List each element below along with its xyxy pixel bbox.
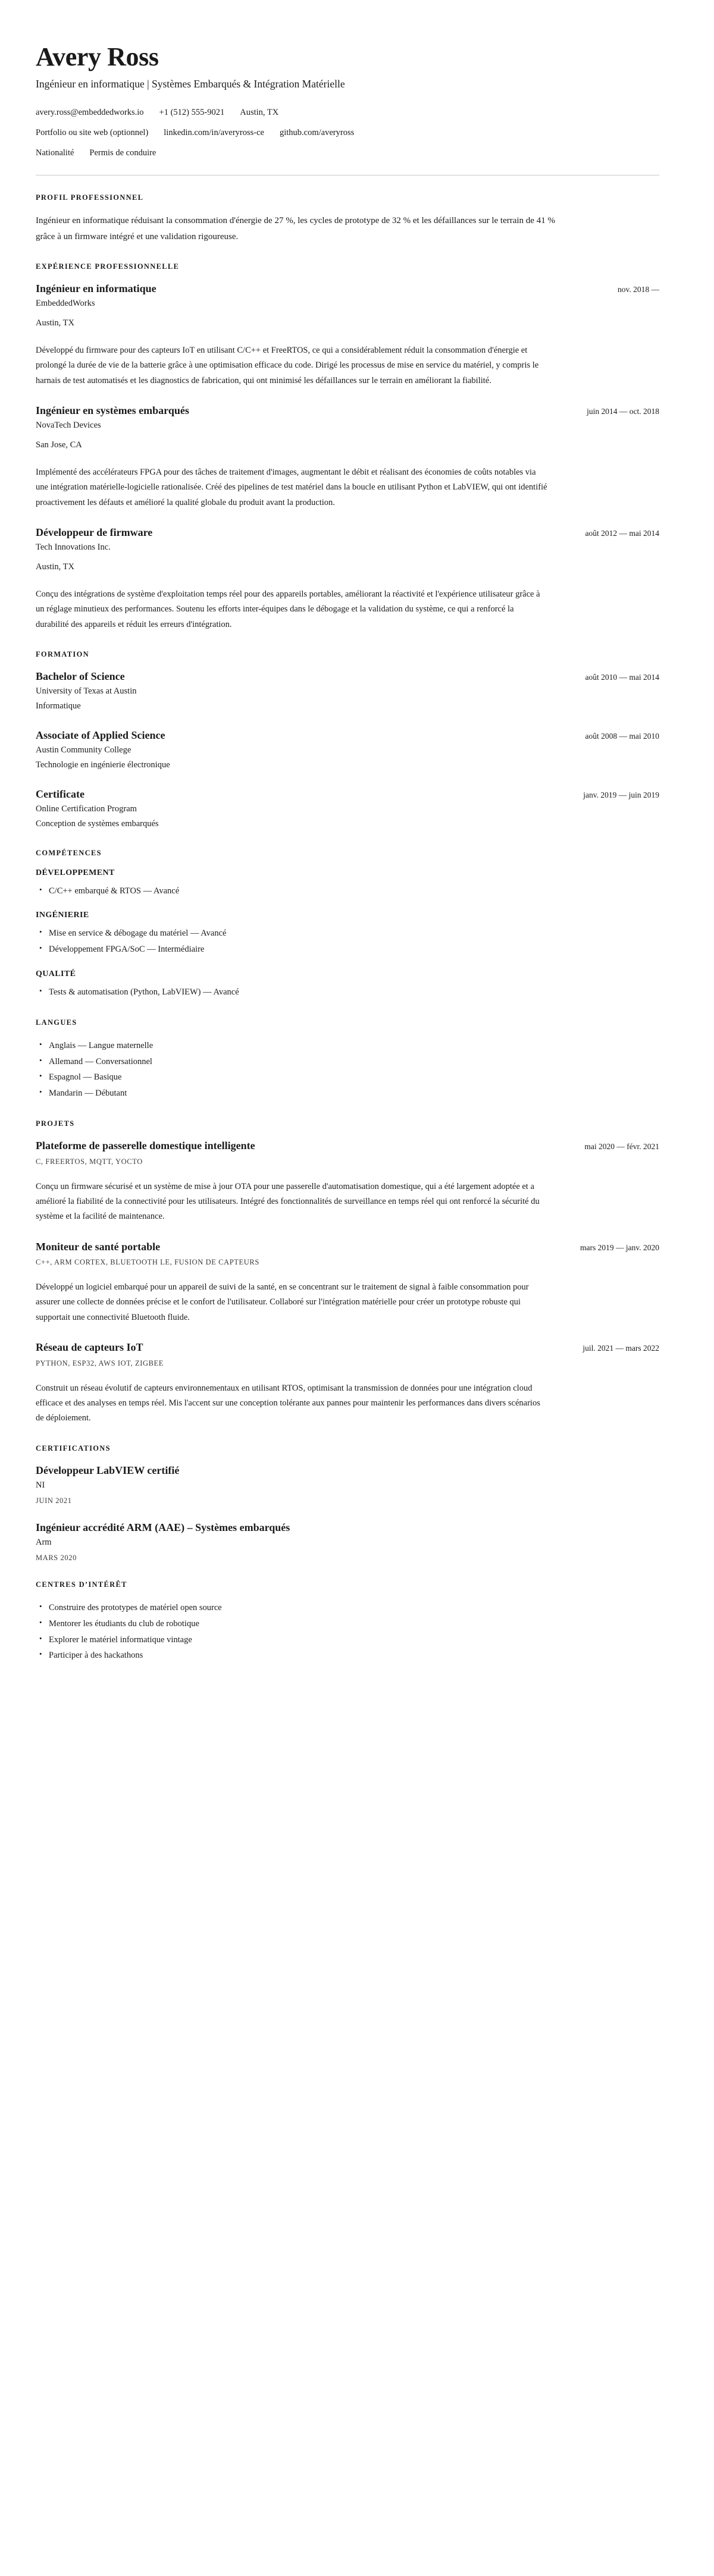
certification-issuer: Arm [36,1538,52,1548]
education-entry [36,787,659,831]
skill-item: • C/C++ embarqué & RTOS — Avancé [49,883,659,899]
section-title-projects: PROJETS [36,1119,75,1128]
skill-item: • Développement FPGA/SoC — Intermédiaire [49,942,659,958]
education-school: Austin Community College [36,745,131,755]
experience-entry-head [36,404,659,418]
education-entry [36,670,659,713]
experience-location: Austin, TX [36,318,74,328]
section-projects [36,1119,659,1426]
skill-list [36,925,659,958]
certification-date: MARS 2020 [36,1553,77,1562]
certification-entry [36,1464,659,1505]
section-title-skills: COMPÉTENCES [36,848,102,857]
experience-entry-head [36,282,659,296]
education-field: Technologie en ingénierie électronique [36,760,170,770]
contact-email[interactable]: avery.ross@embeddedworks.io [36,108,144,118]
experience-role: Ingénieur en systèmes embarqués [36,404,189,416]
skill-group-quality [36,969,659,1000]
interest-item: • Participer à des hackathons [49,1648,659,1664]
project-name: Plateforme de passerelle domestique intelligente [36,1140,255,1152]
project-tech-stack: C, FREERTOS, MQTT, YOCTO [36,1157,143,1166]
experience-date: juin 2014 — oct. 2018 [587,406,659,416]
experience-entry [36,404,659,510]
experience-description: Développé du firmware pour des capteurs IoT en utilisant C/C++ et FreeRTOS, ce qui a considérablement réduit la consommation d'énergie et prolongé la durée de vie de la batterie grâce à une optimisation efficace du code. Dirigé les processus de mise en service du matériel, y compris le harnais de test automatisés et les diagnostics de fabrication, qui ont minimisé les défaillances sur le terrain en améliorant la fiabilité. [36,345,539,385]
interest-list [36,1600,659,1664]
section-title-education: FORMATION [36,650,89,658]
contact-row-extra [36,147,659,160]
experience-role: Ingénieur en informatique [36,282,156,294]
project-entry [36,1139,659,1225]
interest-item: • Mentorer les étudiants du club de robotique [49,1616,659,1632]
education-date: août 2008 — mai 2010 [585,731,659,741]
experience-location: Austin, TX [36,562,74,572]
project-date: juil. 2021 — mars 2022 [583,1344,659,1353]
education-field: Informatique [36,701,81,711]
project-description: Conçu un firmware sécurisé et un système de mise à jour OTA pour une passerelle d'automatisation domestique, qui a été largement adoptée et a amélioré la fiabilité de la connectivité pour les utilisateurs. Intégré des fonctionnalités de surveillance en temps réel qui ont renforcé la sécurité du système et la facilité de maintenance. [36,1181,540,1222]
certification-name: Ingénieur accrédité ARM (AAE) – Systèmes embarqués [36,1521,290,1533]
education-entry-head [36,787,659,801]
experience-company: NovaTech Devices [36,421,101,431]
section-experience [36,262,659,632]
contact-location: Austin, TX [240,108,279,118]
profile-summary-text: Ingénieur en informatique réduisant la consommation d'énergie de 27 %, les cycles de prototype de 32 % et les défaillances sur le terrain de 41 % grâce à un firmware intégré et une validation rigoureuse. [36,216,555,241]
contact-linkedin[interactable]: linkedin.com/in/averyross-ce [164,127,264,137]
experience-entry [36,282,659,388]
contact-phone[interactable]: +1 (512) 555-9021 [159,108,225,118]
skill-group-name: DÉVELOPPEMENT [36,868,115,877]
skill-group-engineering [36,911,659,958]
experience-date: août 2012 — mai 2014 [585,528,659,538]
language-item: • Mandarin — Débutant [49,1085,659,1102]
certification-entry [36,1521,659,1562]
project-date: mai 2020 — févr. 2021 [584,1142,659,1151]
project-entry [36,1341,659,1426]
experience-entry-head [36,526,659,539]
skill-list [36,883,659,899]
education-degree: Associate of Applied Science [36,729,165,741]
project-name: Réseau de capteurs IoT [36,1341,143,1354]
skill-group-development [36,868,659,899]
skill-list [36,984,659,1000]
project-entry [36,1240,659,1326]
project-tech-stack: PYTHON, ESP32, AWS IOT, ZIGBEE [36,1358,164,1367]
language-item: • Anglais — Langue maternelle [49,1038,659,1054]
education-date: janv. 2019 — juin 2019 [583,790,659,799]
project-entry-head [36,1341,659,1354]
section-profile [36,193,659,244]
education-school: Online Certification Program [36,804,137,814]
contact-driving-licence: Permis de conduire [89,148,156,158]
contact-portfolio[interactable]: Portfolio ou site web (optionnel) [36,127,149,137]
contact-row-links [36,127,659,140]
section-title-interests: CENTRES D’INTÉRÊT [36,1580,127,1589]
education-entry-head [36,729,659,742]
education-entry [36,729,659,772]
skill-group-name: INGÉNIERIE [36,911,89,920]
project-entry-head [36,1139,659,1153]
certification-date: JUIN 2021 [36,1496,72,1505]
resume-header [36,43,659,175]
section-education [36,650,659,831]
project-name: Moniteur de santé portable [36,1240,161,1253]
education-school: University of Texas at Austin [36,686,137,696]
project-description: Construit un réseau évolutif de capteurs environnementaux en utilisant RTOS, optimisant la transmission de données pour une intégration cloud efficace et des analyses en temps réel. Mis l'accent sur une conception tolérante aux pannes pour maintenir les performances dans divers scénarios de déploiement. [36,1383,540,1423]
interest-item: • Construire des prototypes de matériel open source [49,1600,659,1616]
contact-row-primary [36,106,659,120]
contact-github[interactable]: github.com/averyross [280,127,355,137]
section-title-profile: PROFIL PROFESSIONNEL [36,193,144,202]
interest-item: • Explorer le matériel informatique vintage [49,1632,659,1648]
language-item: • Allemand — Conversationnel [49,1054,659,1070]
project-entry-head [36,1240,659,1254]
experience-role: Développeur de firmware [36,526,153,538]
experience-entry [36,526,659,632]
candidate-name: Avery Ross [36,42,159,71]
skill-item: • Mise en service & débogage du matériel — Avancé [49,925,659,942]
education-degree: Certificate [36,787,84,800]
experience-description: Implémenté des accélérateurs FPGA pour des tâches de traitement d'images, augmentant le débit et réalisant des économies de coûts notables via une intégration matérielle-logicielle rationalisée. Créé des pipelines de test matériel dans la boucle en utilisant Python et LabVIEW, qui ont identifié proactivement les défauts et amélioré la qualité globale du produit avant la production. [36,467,547,507]
section-title-languages: LANGUES [36,1018,77,1027]
contact-nationality: Nationalité [36,148,74,158]
experience-description: Conçu des intégrations de système d'exploitation temps réel pour des appareils portables, améliorant la réactivité et l'expérience utilisateur grâce à un réglage minutieux des performances. Soutenu les efforts inter-équipes dans le débogage et la validation du système, ce qui a renforcé la durabilité des appareils et réduit les erreurs d'intégration. [36,589,540,629]
skill-item: • Tests & automatisation (Python, LabVIEW) — Avancé [49,984,659,1000]
experience-company: Tech Innovations Inc. [36,542,111,553]
certification-issuer: NI [36,1480,45,1491]
certification-name: Développeur LabVIEW certifié [36,1464,180,1476]
education-field: Conception de systèmes embarqués [36,818,159,829]
project-date: mars 2019 — janv. 2020 [580,1242,659,1252]
experience-location: San Jose, CA [36,440,82,450]
project-tech-stack: C++, ARM CORTEX, BLUETOOTH LE, FUSION DE CAPTEURS [36,1258,259,1267]
section-skills [36,849,659,1000]
candidate-headline: Ingénieur en informatique | Systèmes Embarqués & Intégration Matérielle [36,77,345,90]
section-certifications [36,1444,659,1562]
language-list [36,1038,659,1102]
project-description: Développé un logiciel embarqué pour un appareil de suivi de la santé, en se concentrant sur le traitement de signal à faible consommation pour assurer une collecte de données précise et le confort de l'utilisateur. Collaboré sur l'intégration matérielle pour créer un prototype robuste qui supportait une connectivité Bluetooth fluide. [36,1282,529,1322]
education-degree: Bachelor of Science [36,670,125,682]
section-title-experience: EXPÉRIENCE PROFESSIONNELLE [36,262,180,271]
education-date: août 2010 — mai 2014 [585,672,659,682]
section-title-certifications: CERTIFICATIONS [36,1444,111,1452]
experience-company: EmbeddedWorks [36,299,95,309]
experience-date: nov. 2018 — [618,284,659,294]
language-item: • Espagnol — Basique [49,1069,659,1085]
section-interests [36,1580,659,1664]
education-entry-head [36,670,659,683]
section-languages [36,1018,659,1102]
skill-group-name: QUALITÉ [36,969,76,979]
